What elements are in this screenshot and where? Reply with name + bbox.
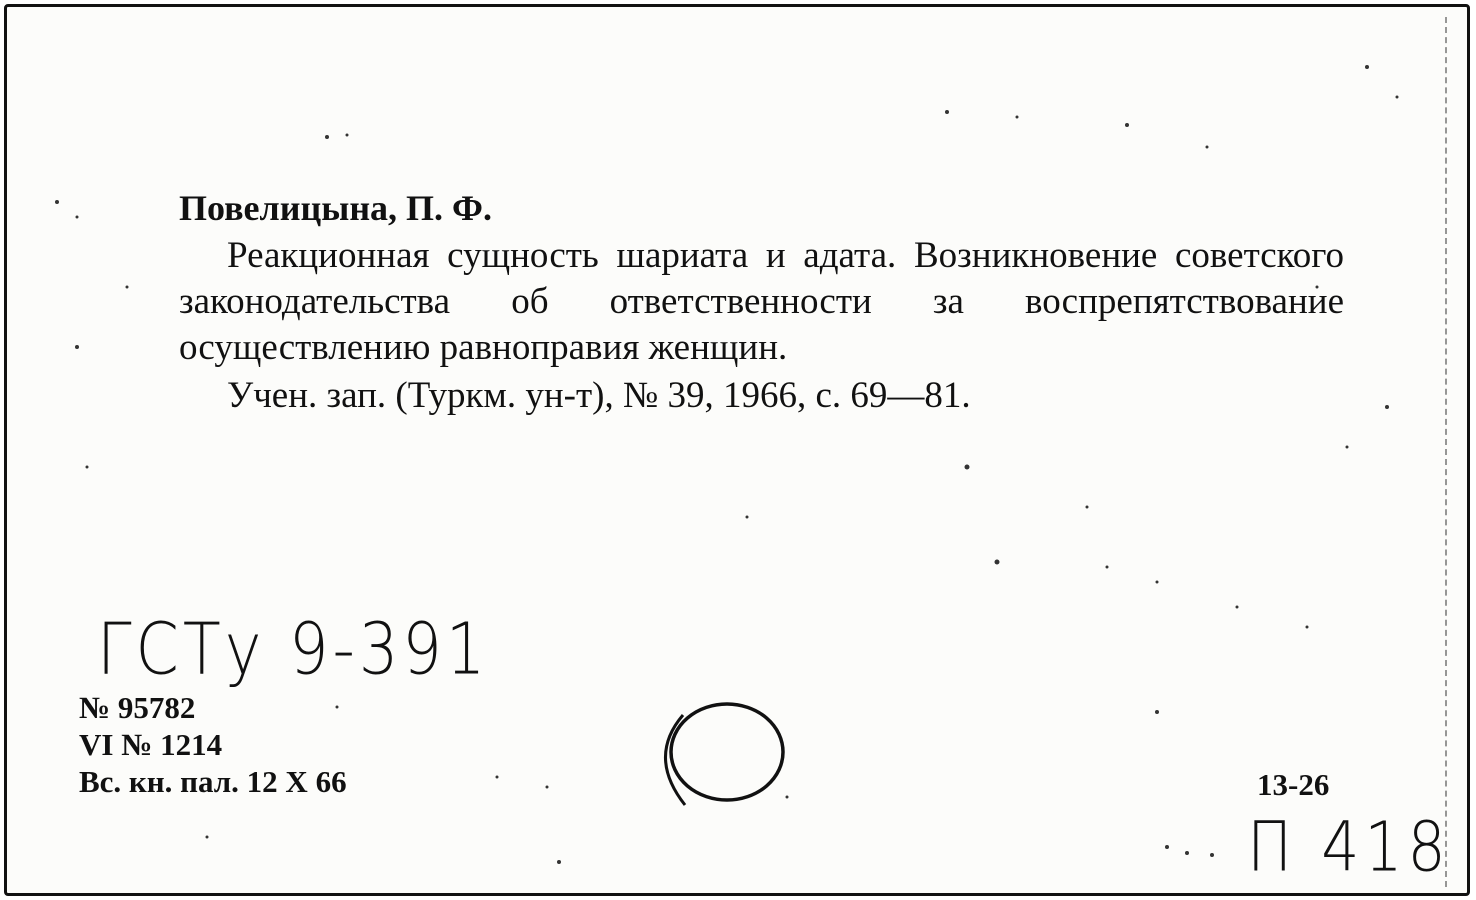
card-code: 13-26 [1257, 767, 1330, 802]
section-number: VI № 1214 [79, 727, 223, 762]
handwritten-call-number: П 418 [1247, 807, 1451, 888]
entry-source: Учен. зап. (Туркм. ун-т), № 39, 1966, с. 69—81. [227, 375, 971, 416]
catalog-card [4, 4, 1470, 896]
author-name: Повелицына, П. Ф. [179, 188, 492, 228]
registry-line: Вс. кн. пал. 12 Х 66 [79, 764, 347, 799]
entry-description: Реакционная сущность шариата и адата. Возникновение советского законодательства об ответственности за воспрепятствование осуществлению равноправия женщин. [179, 235, 1344, 368]
card-edge-mark [1445, 17, 1465, 887]
bibliographic-entry [179, 185, 1344, 419]
punch-hole-stamp [647, 697, 807, 817]
handwritten-shelf-mark: ГСТу 9-391 [97, 607, 490, 691]
accession-number: № 95782 [79, 690, 196, 725]
card-details [79, 689, 347, 800]
